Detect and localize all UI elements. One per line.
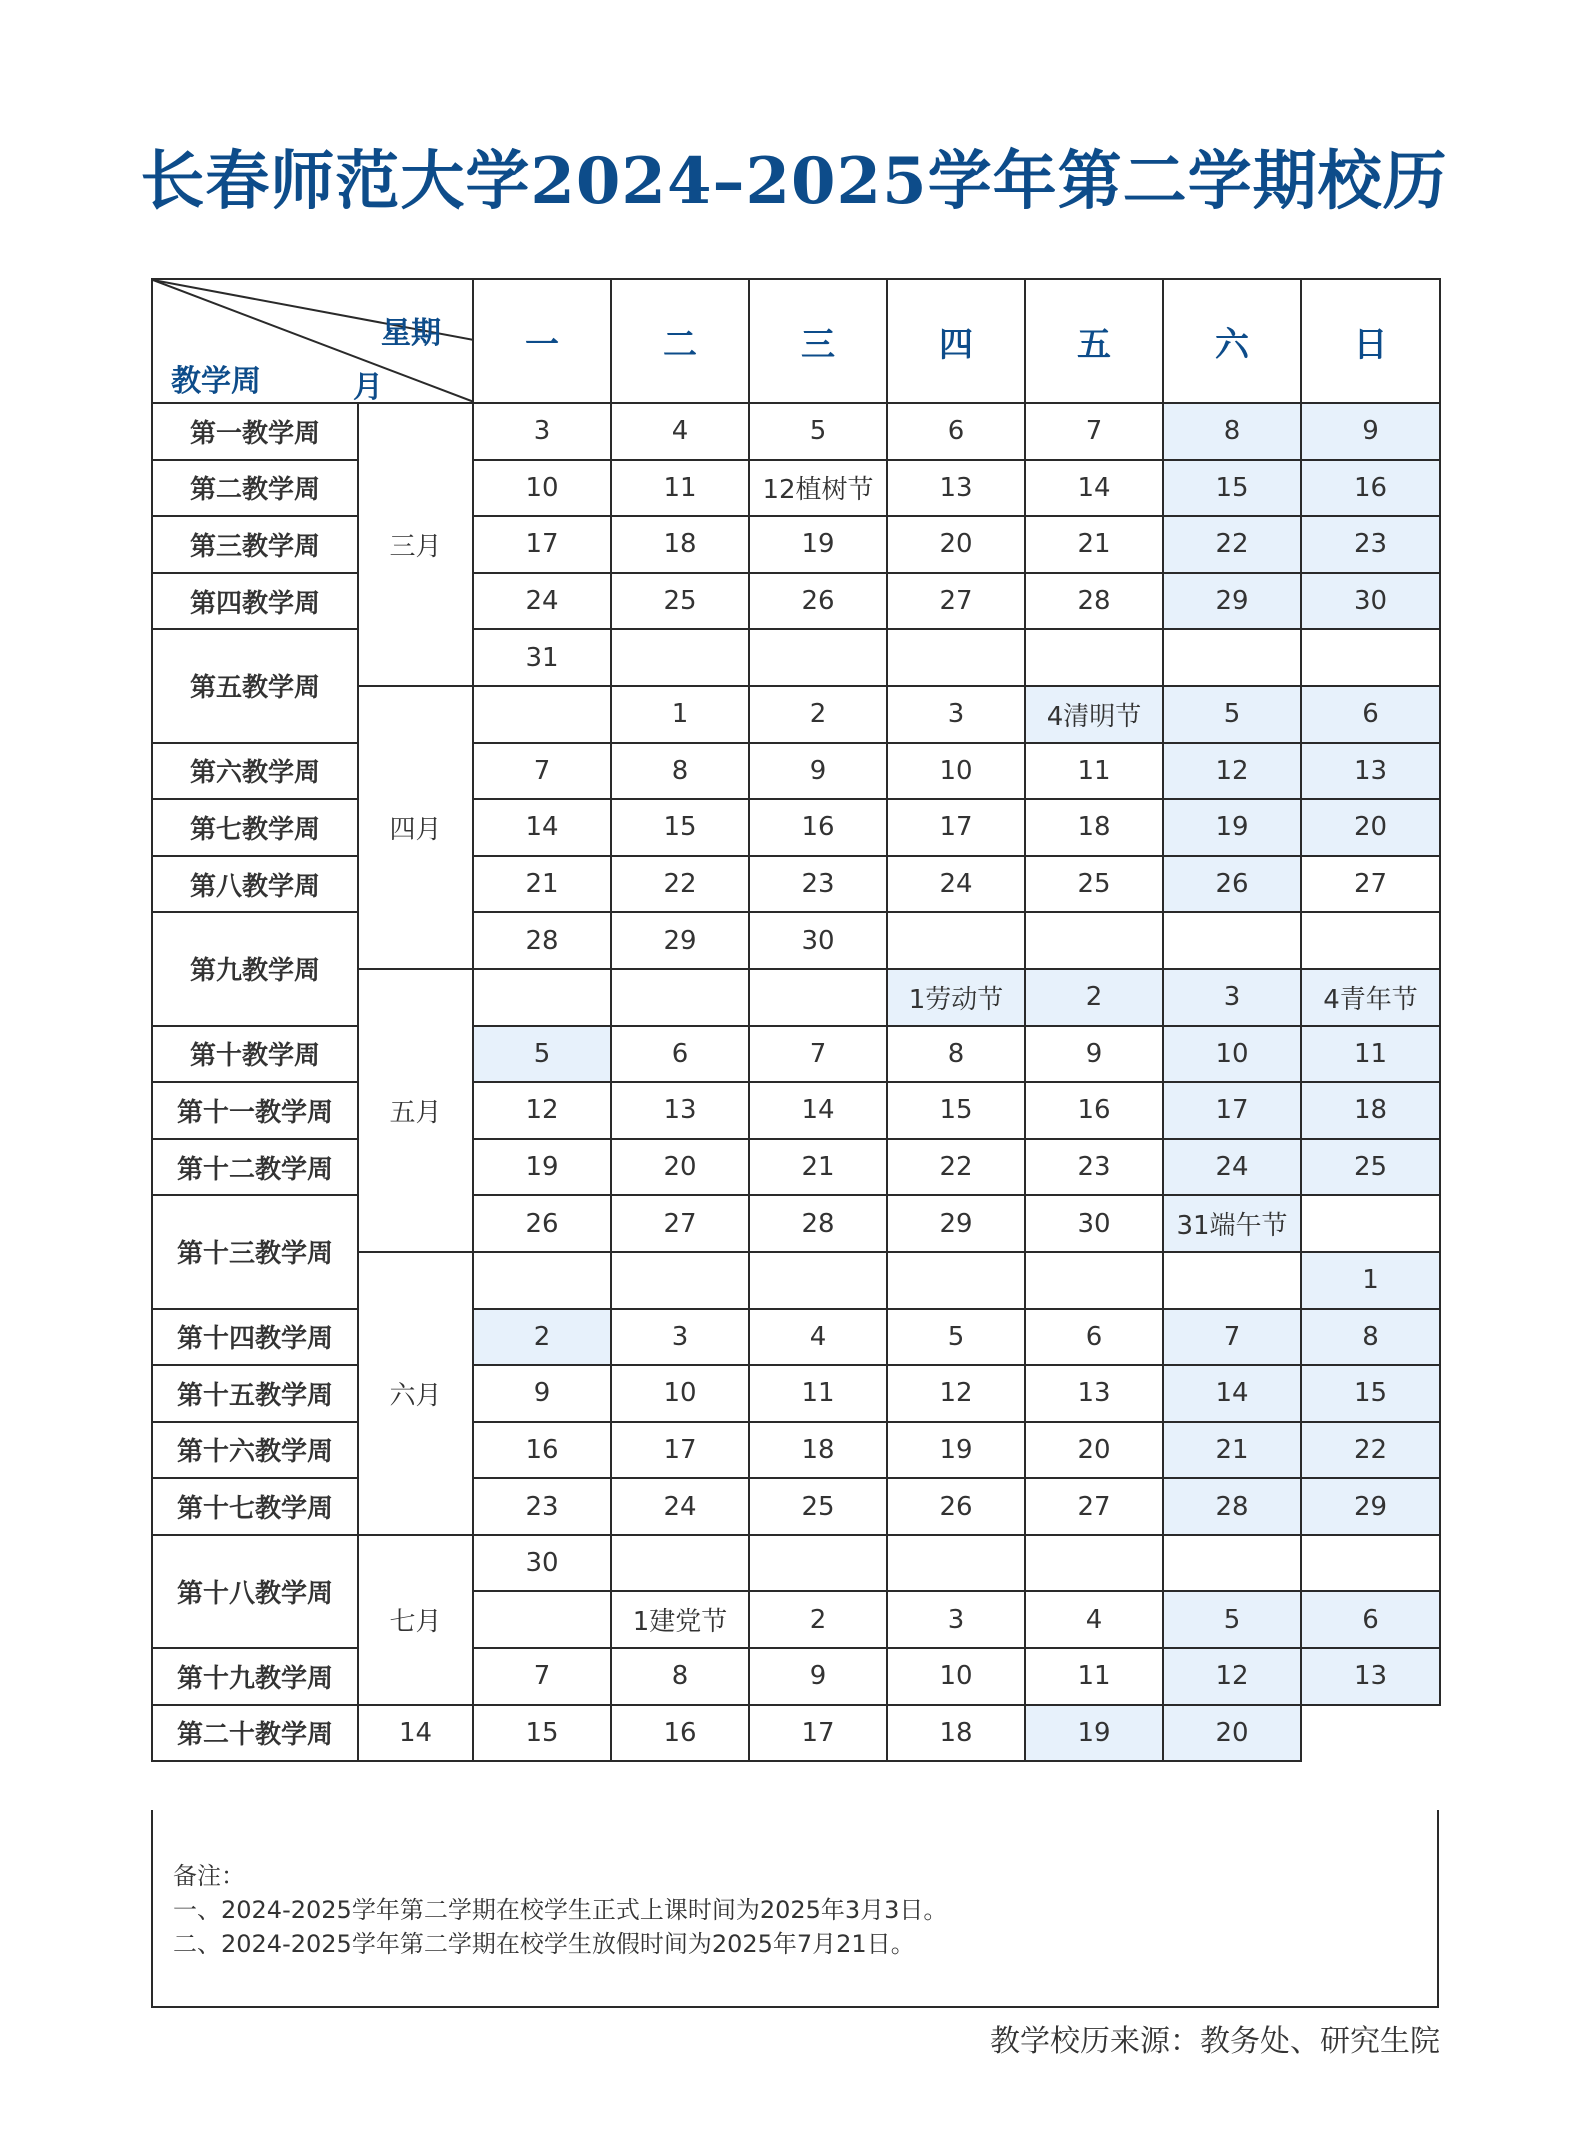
date-cell: 3 [473, 403, 611, 460]
date-cell: 2 [1025, 969, 1163, 1026]
date-cell: 26 [473, 1195, 611, 1252]
date-cell: 30 [1301, 573, 1440, 630]
date-cell [1163, 912, 1301, 969]
week-label: 第十七教学周 [152, 1478, 358, 1535]
date-cell: 5 [749, 403, 887, 460]
week-row [152, 1195, 1440, 1252]
date-cell: 29 [611, 912, 749, 969]
date-cell: 1 [1301, 1252, 1440, 1309]
week-row [152, 1139, 1440, 1196]
date-cell: 28 [1025, 573, 1163, 630]
date-cell: 22 [1163, 516, 1301, 573]
week-row [152, 403, 1440, 460]
corner-day-label: 星期 [381, 316, 441, 351]
week-label: 第九教学周 [152, 912, 358, 1025]
week-label: 第四教学周 [152, 573, 358, 630]
week-row [152, 1422, 1440, 1479]
date-cell: 8 [1301, 1309, 1440, 1366]
date-cell: 18 [611, 516, 749, 573]
date-cell: 29 [1301, 1478, 1440, 1535]
date-cell: 30 [749, 912, 887, 969]
date-cell: 23 [473, 1478, 611, 1535]
date-cell: 7 [1163, 1309, 1301, 1366]
date-cell: 27 [611, 1195, 749, 1252]
date-cell: 2 [473, 1309, 611, 1366]
date-cell: 4青年节 [1301, 969, 1440, 1026]
date-cell [1025, 629, 1163, 686]
date-cell: 16 [1301, 460, 1440, 517]
date-cell [887, 912, 1025, 969]
date-cell: 6 [1301, 686, 1440, 743]
week-row [152, 912, 1440, 969]
date-cell: 29 [1163, 573, 1301, 630]
date-cell: 4 [749, 1309, 887, 1366]
date-cell: 18 [749, 1422, 887, 1479]
date-cell: 31端午节 [1163, 1195, 1301, 1252]
date-cell: 18 [1025, 799, 1163, 856]
date-cell: 11 [749, 1365, 887, 1422]
date-cell: 31 [473, 629, 611, 686]
date-cell [1301, 912, 1440, 969]
date-cell: 7 [473, 1648, 611, 1705]
day-header-tue: 二 [611, 279, 749, 403]
date-cell: 24 [1163, 1139, 1301, 1196]
date-cell: 15 [1163, 460, 1301, 517]
date-cell: 16 [473, 1422, 611, 1479]
date-cell: 15 [887, 1082, 1025, 1139]
date-cell: 19 [473, 1139, 611, 1196]
date-cell: 24 [611, 1478, 749, 1535]
date-cell: 8 [887, 1026, 1025, 1083]
date-cell: 5 [1163, 686, 1301, 743]
week-row [152, 1309, 1440, 1366]
week-label: 第十三教学周 [152, 1195, 358, 1308]
date-cell: 2 [749, 686, 887, 743]
date-cell: 21 [1025, 516, 1163, 573]
date-cell [749, 629, 887, 686]
day-header-sat: 六 [1163, 279, 1301, 403]
date-cell: 2 [749, 1591, 887, 1648]
date-cell: 3 [1163, 969, 1301, 1026]
date-cell: 14 [473, 799, 611, 856]
week-row [152, 1648, 1440, 1705]
date-cell [611, 1252, 749, 1309]
month-label: 五月 [358, 969, 473, 1252]
week-label: 第六教学周 [152, 743, 358, 800]
date-cell: 15 [1301, 1365, 1440, 1422]
date-cell [1025, 912, 1163, 969]
notes-box [151, 1810, 1439, 2008]
date-cell: 6 [1301, 1591, 1440, 1648]
date-cell [887, 629, 1025, 686]
week-row [152, 516, 1440, 573]
date-cell: 23 [749, 856, 887, 913]
date-cell: 6 [887, 403, 1025, 460]
date-cell: 11 [1025, 1648, 1163, 1705]
date-cell: 27 [1301, 856, 1440, 913]
date-cell: 9 [1025, 1026, 1163, 1083]
date-cell: 16 [749, 799, 887, 856]
date-cell [749, 1252, 887, 1309]
week-row [152, 1365, 1440, 1422]
notes-line-2: 二、2024-2025学年第二学期在校学生放假时间为2025年7月21日。 [173, 1930, 915, 1958]
date-cell: 6 [611, 1026, 749, 1083]
date-cell [887, 1252, 1025, 1309]
date-cell: 14 [749, 1082, 887, 1139]
date-cell: 8 [1163, 403, 1301, 460]
date-cell: 19 [1025, 1705, 1163, 1762]
date-cell: 18 [887, 1705, 1025, 1762]
day-header-wed: 三 [749, 279, 887, 403]
week-row [152, 629, 1440, 686]
date-cell: 4 [1025, 1591, 1163, 1648]
date-cell: 21 [473, 856, 611, 913]
corner-cell [152, 279, 473, 403]
date-cell: 25 [611, 573, 749, 630]
date-cell: 23 [1025, 1139, 1163, 1196]
week-label: 第二十教学周 [152, 1705, 358, 1762]
week-label: 第十二教学周 [152, 1139, 358, 1196]
day-header-thu: 四 [887, 279, 1025, 403]
date-cell [611, 969, 749, 1026]
date-cell: 25 [1025, 856, 1163, 913]
date-cell: 5 [473, 1026, 611, 1083]
week-label: 第十六教学周 [152, 1422, 358, 1479]
date-cell: 10 [473, 460, 611, 517]
date-cell: 26 [749, 573, 887, 630]
date-cell: 22 [611, 856, 749, 913]
week-row [152, 743, 1440, 800]
week-label: 第二教学周 [152, 460, 358, 517]
date-cell: 28 [749, 1195, 887, 1252]
source-credit: 教学校历来源：教务处、研究生院 [990, 2024, 1440, 2059]
month-label: 六月 [358, 1252, 473, 1535]
date-cell [1301, 1535, 1440, 1592]
date-cell: 10 [887, 1648, 1025, 1705]
week-row [152, 1478, 1440, 1535]
date-cell: 17 [887, 799, 1025, 856]
date-cell: 20 [1025, 1422, 1163, 1479]
date-cell [1025, 1535, 1163, 1592]
date-cell: 3 [887, 686, 1025, 743]
date-cell: 13 [611, 1082, 749, 1139]
date-cell: 8 [611, 1648, 749, 1705]
date-cell: 10 [611, 1365, 749, 1422]
date-cell: 11 [1301, 1026, 1440, 1083]
date-cell [473, 969, 611, 1026]
date-cell [1301, 1195, 1440, 1252]
month-label: 四月 [358, 686, 473, 969]
date-cell: 14 [1025, 460, 1163, 517]
date-cell [1163, 1535, 1301, 1592]
week-label: 第一教学周 [152, 403, 358, 460]
date-cell: 17 [749, 1705, 887, 1762]
week-row [152, 1026, 1440, 1083]
date-cell: 10 [1163, 1026, 1301, 1083]
week-label: 第十五教学周 [152, 1365, 358, 1422]
date-cell: 5 [1163, 1591, 1301, 1648]
date-cell: 7 [473, 743, 611, 800]
date-cell: 4清明节 [1025, 686, 1163, 743]
date-cell [473, 686, 611, 743]
date-cell: 18 [1301, 1082, 1440, 1139]
date-cell [1025, 1252, 1163, 1309]
date-cell: 14 [358, 1705, 473, 1762]
week-row [152, 1082, 1440, 1139]
date-cell: 23 [1301, 516, 1440, 573]
date-cell: 1劳动节 [887, 969, 1025, 1026]
day-header-sun: 日 [1301, 279, 1440, 403]
week-row [152, 799, 1440, 856]
date-cell: 30 [1025, 1195, 1163, 1252]
date-cell: 19 [1163, 799, 1301, 856]
date-cell: 17 [473, 516, 611, 573]
date-cell: 9 [1301, 403, 1440, 460]
notes-heading: 备注： [173, 1862, 245, 1890]
date-cell: 19 [749, 516, 887, 573]
week-row [152, 856, 1440, 913]
calendar-table [151, 278, 1441, 1762]
date-cell: 12植树节 [749, 460, 887, 517]
date-cell [1163, 629, 1301, 686]
date-cell: 6 [1025, 1309, 1163, 1366]
week-row [152, 460, 1440, 517]
date-cell [1301, 629, 1440, 686]
week-label: 第十四教学周 [152, 1309, 358, 1366]
week-row [152, 573, 1440, 630]
date-cell: 19 [887, 1422, 1025, 1479]
week-label: 第五教学周 [152, 629, 358, 742]
date-cell: 4 [611, 403, 749, 460]
day-header-mon: 一 [473, 279, 611, 403]
date-cell: 24 [473, 573, 611, 630]
date-cell: 13 [1025, 1365, 1163, 1422]
date-cell: 10 [887, 743, 1025, 800]
page-title: 长春师范大学2024–2025学年第二学期校历 [140, 144, 1448, 219]
date-cell: 20 [1301, 799, 1440, 856]
date-cell: 5 [887, 1309, 1025, 1366]
week-label: 第十八教学周 [152, 1535, 358, 1648]
week-label: 第十教学周 [152, 1026, 358, 1083]
date-cell: 15 [473, 1705, 611, 1762]
date-cell: 9 [749, 743, 887, 800]
date-cell: 12 [1163, 1648, 1301, 1705]
date-cell [887, 1535, 1025, 1592]
date-cell: 27 [1025, 1478, 1163, 1535]
date-cell: 22 [1301, 1422, 1440, 1479]
date-cell: 25 [749, 1478, 887, 1535]
date-cell: 17 [1163, 1082, 1301, 1139]
date-cell: 27 [887, 573, 1025, 630]
corner-week-label: 教学周 [171, 364, 261, 399]
date-cell [473, 1591, 611, 1648]
date-cell: 29 [887, 1195, 1025, 1252]
date-cell: 15 [611, 799, 749, 856]
date-cell: 7 [749, 1026, 887, 1083]
date-cell [611, 1535, 749, 1592]
date-cell: 13 [887, 460, 1025, 517]
date-cell [611, 629, 749, 686]
week-label: 第三教学周 [152, 516, 358, 573]
date-cell: 17 [611, 1422, 749, 1479]
date-cell: 12 [473, 1082, 611, 1139]
date-cell [1163, 1252, 1301, 1309]
week-row [152, 1705, 1440, 1762]
date-cell: 24 [887, 856, 1025, 913]
date-cell: 25 [1301, 1139, 1440, 1196]
date-cell: 3 [887, 1591, 1025, 1648]
date-cell: 1 [611, 686, 749, 743]
date-cell: 16 [611, 1705, 749, 1762]
date-cell: 8 [611, 743, 749, 800]
date-cell: 11 [1025, 743, 1163, 800]
date-cell: 30 [473, 1535, 611, 1592]
date-cell: 12 [887, 1365, 1025, 1422]
date-cell [749, 969, 887, 1026]
date-cell: 20 [887, 516, 1025, 573]
date-cell: 12 [1163, 743, 1301, 800]
date-cell: 3 [611, 1309, 749, 1366]
corner-month-label: 月 [353, 370, 383, 405]
date-cell: 9 [473, 1365, 611, 1422]
date-cell: 13 [1301, 1648, 1440, 1705]
date-cell: 20 [611, 1139, 749, 1196]
date-cell [473, 1252, 611, 1309]
month-label: 七月 [358, 1535, 473, 1705]
date-cell: 26 [1163, 856, 1301, 913]
week-label: 第七教学周 [152, 799, 358, 856]
date-cell: 14 [1163, 1365, 1301, 1422]
header-row [152, 279, 1440, 403]
date-cell: 28 [1163, 1478, 1301, 1535]
date-cell: 1建党节 [611, 1591, 749, 1648]
date-cell: 26 [887, 1478, 1025, 1535]
date-cell [749, 1535, 887, 1592]
date-cell: 21 [749, 1139, 887, 1196]
date-cell: 9 [749, 1648, 887, 1705]
date-cell: 7 [1025, 403, 1163, 460]
week-row [152, 1535, 1440, 1592]
week-label: 第十九教学周 [152, 1648, 358, 1705]
month-label: 三月 [358, 403, 473, 686]
date-cell: 28 [473, 912, 611, 969]
date-cell: 21 [1163, 1422, 1301, 1479]
date-cell: 22 [887, 1139, 1025, 1196]
notes-line-1: 一、2024-2025学年第二学期在校学生正式上课时间为2025年3月3日。 [173, 1896, 948, 1924]
date-cell: 20 [1163, 1705, 1301, 1762]
week-label: 第十一教学周 [152, 1082, 358, 1139]
week-label: 第八教学周 [152, 856, 358, 913]
date-cell: 11 [611, 460, 749, 517]
date-cell: 16 [1025, 1082, 1163, 1139]
day-header-fri: 五 [1025, 279, 1163, 403]
date-cell: 13 [1301, 743, 1440, 800]
